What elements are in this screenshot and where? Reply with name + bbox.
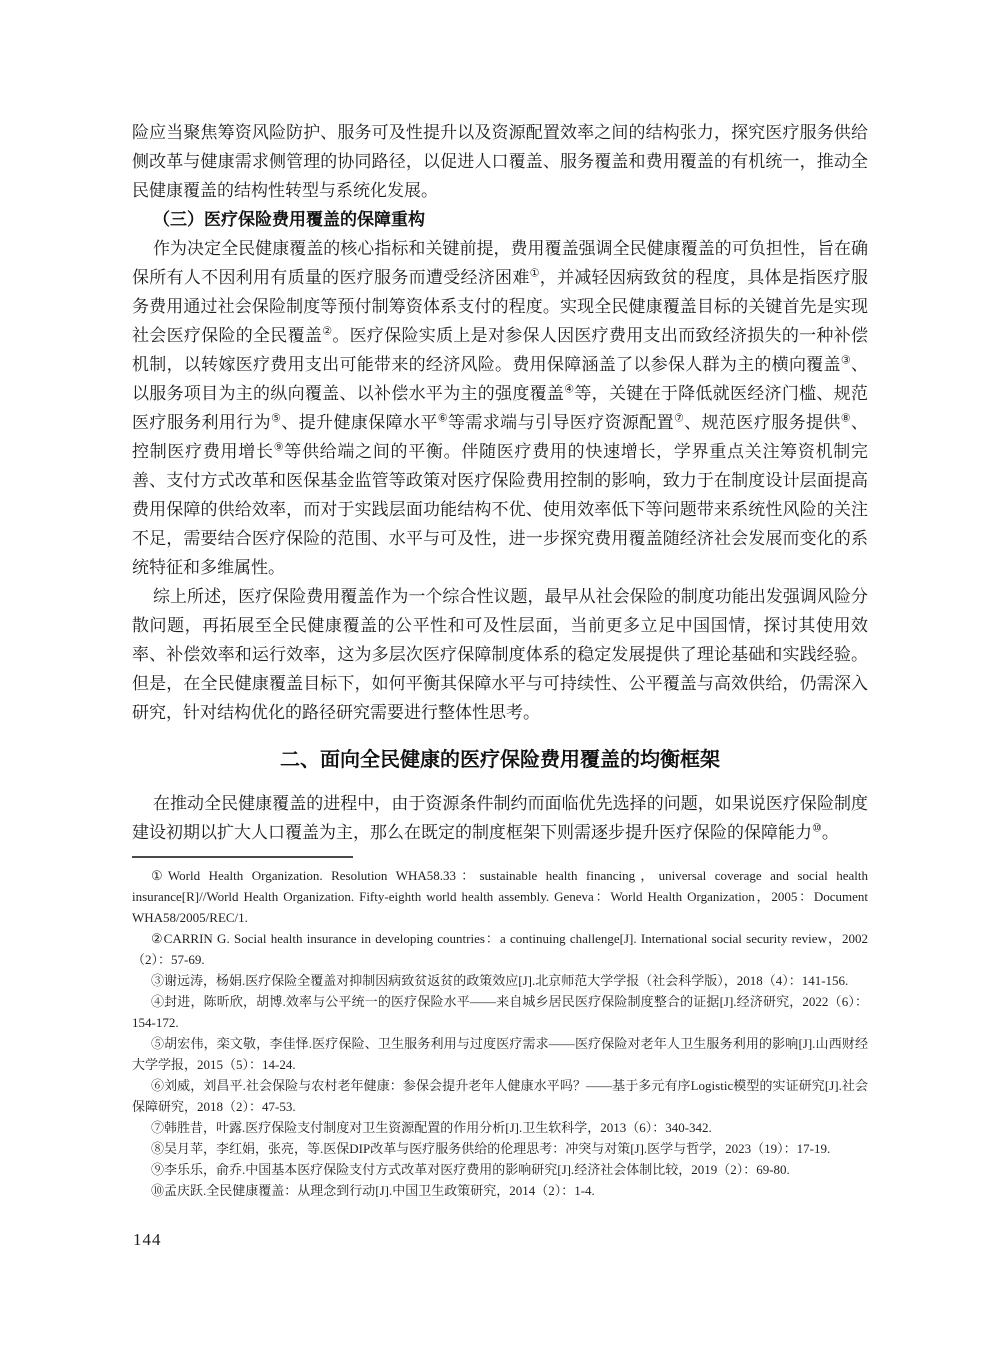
footnote-item-6: ⑥刘威，刘昌平.社会保险与农村老年健康：参保会提升老年人健康水平吗？——基于多元有序Logistic模型的实证研究[J].社会保障研究，2018（2）：47-53. [132, 1078, 868, 1114]
paragraph-cost-coverage: 作为决定全民健康覆盖的核心指标和关键前提，费用覆盖强调全民健康覆盖的可负担性，旨在确保所有人不因利用有质量的医疗服务而遭受经济困难①，并减轻因病致贫的程度，具体是指医疗服务费用通过社会保险制度等预付制筹资体系支付的程度。实现全民健康覆盖目标的关键首先是实现社会医疗保险的全民覆盖②。医疗保险实质上是对参保人因医疗费用支出而致经济损失的一种补偿机制，以转嫁医疗费用支出可能带来的经济风险。费用保障涵盖了以参保人群为主的横向覆盖③、以服务项目为主的纵向覆盖、以补偿水平为主的强度覆盖④等，关键在于降低就医经济门槛、规范医疗服务利用行为⑤、提升健康保障水平⑥等需求端与引导医疗资源配置⑦、规范医疗服务提供⑧、控制医疗费用增长⑨等供给端之间的平衡。伴随医疗费用的快速增长，学界重点关注筹资机制完善、支付方式改革和医保基金监管等政策对医疗保险费用控制的影响，致力于在制度设计层面提高费用保障的供给效率，而对于实践层面功能结构不优、使用效率低下等问题带来系统性风险的关注不足，需要结合医疗保险的范围、水平与可及性，进一步探究费用覆盖随经济社会发展而变化的系统特征和多维属性。 [132, 239, 869, 577]
footnotes-section [132, 865, 868, 1201]
page-number: 144 [133, 1230, 162, 1249]
paragraph-continuation: 险应当聚焦筹资风险防护、服务可及性提升以及资源配置效率之间的结构张力，探究医疗服务供给侧改革与健康需求侧管理的协同路径，以促进人口覆盖、服务覆盖和费用覆盖的有机统一，推动全民健康覆盖的结构性转型与系统化发展。 [132, 123, 868, 200]
footnote-item-8: ⑧吴月苹，李红娟，张亮，等.医保DIP改革与医疗服务供给的伦理思考：冲突与对策[J].医学与哲学，2023（19）：17-19. [151, 1141, 831, 1156]
footnote-item-2: ②CARRIN G. Social health insurance in developing countries：a continuing challenge[J]. International social security review，2002（2）：57-69. [132, 931, 868, 967]
subsection-heading: （三）医疗保险费用覆盖的保障重构 [153, 210, 425, 229]
footnote-item-7: ⑦韩胜昔，叶露.医疗保险支付制度对卫生资源配置的作用分析[J].卫生软科学，2013（6）：340-342. [151, 1120, 712, 1135]
paragraph-summary: 综上所述，医疗保险费用覆盖作为一个综合性议题，最早从社会保险的制度功能出发强调风险分散问题，再拓展至全民健康覆盖的公平性和可及性层面，当前更多立足中国国情，探讨其使用效率、补偿效率和运行效率，这为多层次医疗保障制度体系的稳定发展提供了理论基础和实践经验。但是，在全民健康覆盖目标下，如何平衡其保障水平与可持续性、公平覆盖与高效供给，仍需深入研究，针对结构优化的路径研究需要进行整体性思考。 [132, 587, 868, 722]
footnote-item-3: ③谢远涛，杨娟.医疗保险全覆盖对抑制因病致贫返贫的政策效应[J].北京师范大学学报（社会科学版），2018（4）：141-156. [151, 973, 849, 988]
footnote-separator-line [132, 856, 353, 858]
paragraph-framework-intro: 在推动全民健康覆盖的进程中，由于资源条件制约而面临优先选择的问题，如果说医疗保险制度建设初期以扩大人口覆盖为主，那么在既定的制度框架下则需逐步提升医疗保险的保障能力⑩。 [132, 794, 868, 842]
footnote-item-1: ①World Health Organization. Resolution WHA58.33：sustainable health financing，universal coverage and social health insurance[R]//World Health Organization. Fifty-eighth world health assembly. Geneva：World Health Organization，2005：Document WHA58/2005/REC/1. [132, 868, 868, 925]
footnote-item-10: ⑩孟庆跃.全民健康覆盖：从理念到行动[J].中国卫生政策研究，2014（2）：1-4. [151, 1183, 595, 1198]
page-content [132, 118, 868, 1201]
section-heading: 二、面向全民健康的医疗保险费用覆盖的均衡框架 [280, 749, 720, 771]
footnote-item-5: ⑤胡宏伟，栾文敬，李佳怿.医疗保险、卫生服务利用与过度医疗需求——医疗保险对老年人卫生服务利用的影响[J].山西财经大学学报，2015（5）：14-24. [132, 1036, 868, 1072]
footnote-item-9: ⑨李乐乐，俞乔.中国基本医疗保险支付方式改革对医疗费用的影响研究[J].经济社会体制比较，2019（2）：69-80. [151, 1162, 790, 1177]
footnote-item-4: ④封进，陈昕欣，胡博.效率与公平统一的医疗保险水平——来自城乡居民医疗保险制度整合的证据[J].经济研究，2022（6）：154-172. [132, 994, 868, 1030]
